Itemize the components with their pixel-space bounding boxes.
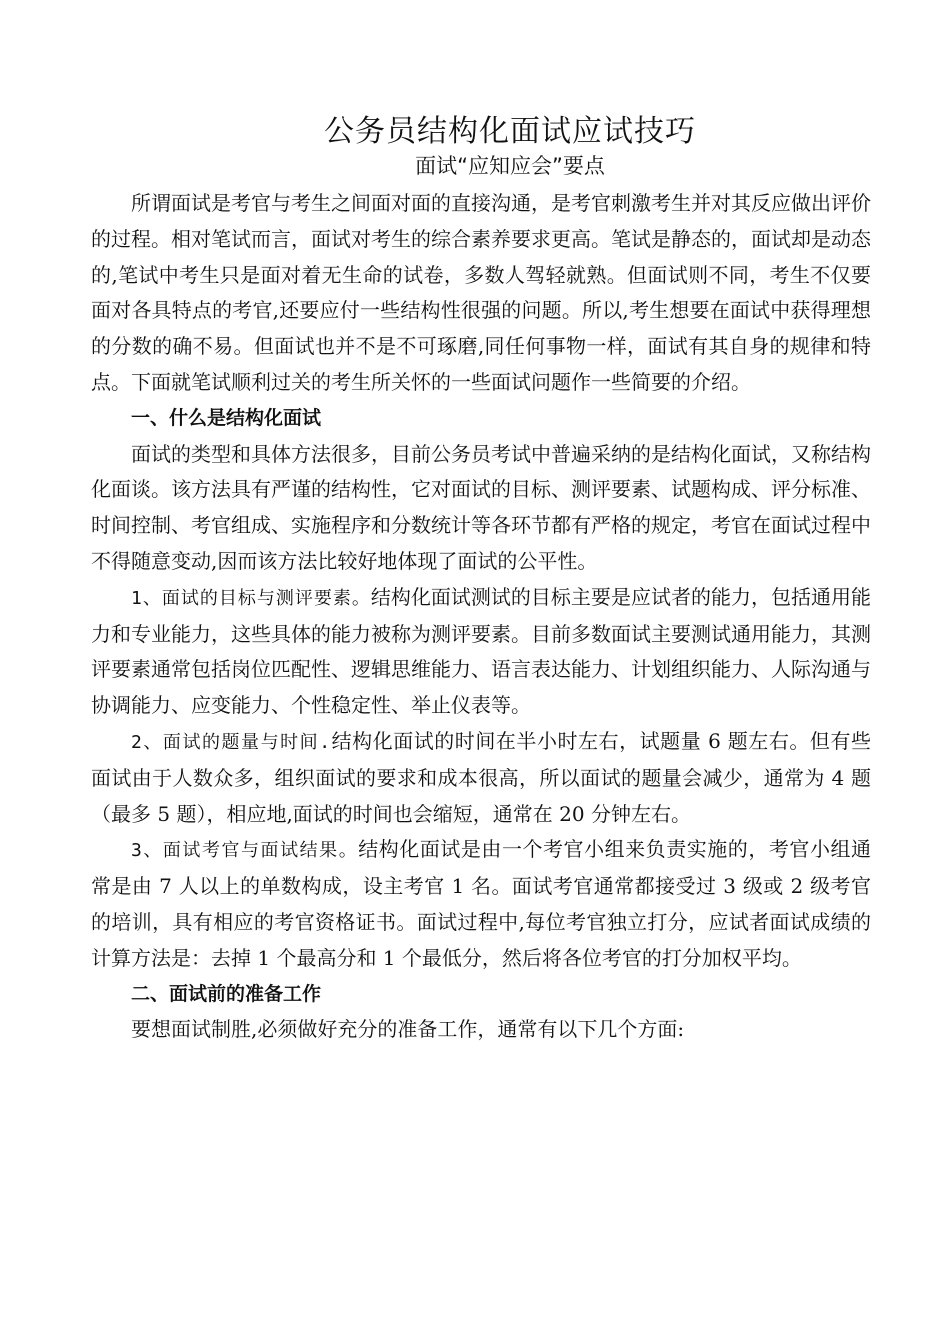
document-subtitle: 面试“应知应会”要点 <box>415 154 605 178</box>
item-3-body: 结构化面试是由一个考官小组来负责实施的，考官小组通常是由 7 人以上的单数构成，设主考官 1 名。面试考官通常都接受过 3 级或 2 级考官的培训，具有相应的考官资格证书。面试过程中,每位考官独立打分，应试者面试成绩的计算方法是：去掉 1 个最高分和 1 个最低分，然后将各位考官的打分加权平均。 <box>91 837 872 970</box>
item-2-lead: 2、面试的题量与时间. <box>131 731 332 753</box>
item-1-body: 结构化面试测试的目标主要是应试者的能力，包括通用能力和专业能力，这些具体的能力被称为测评要素。目前多数面试主要测试通用能力，其测评要素通常包括岗位匹配性、逻辑思维能力、语言表达能力、计划组织能力、人际沟通与协调能力、应变能力、个性稳定性、举止仪表等。 <box>91 584 871 718</box>
section-1-paragraph: 面试的类型和具体方法很多，目前公务员考试中普遍采纳的是结构化面试，又称结构化面谈。该方法具有严谨的结构性，它对面试的目标、测评要素、试题构成、评分标准、时间控制、考官组成、实施程序和分数统计等各环节都有严格的规定，考官在面试过程中不得随意变动,因而该方法比较好地体现了面试的公平性。 <box>91 441 871 573</box>
item-1-lead: 1、面试的目标与测评要素。 <box>131 587 371 609</box>
item-2-paragraph <box>91 724 871 832</box>
section-heading-1: 一、什么是结构化面试 <box>131 406 322 429</box>
item-1-paragraph <box>91 580 871 724</box>
item-2-body: 结构化面试的时间在半小时左右，试题量 6 题左右。但有些面试由于人数众多，组织面试的要求和成本很高，所以面试的题量会减少，通常为 4 题（最多 5 题），相应地,面试的时间也会缩短，通常在 20 分钟左右。 <box>91 728 871 826</box>
item-3-lead: 3、面试考官与面试结果。 <box>131 840 359 862</box>
section-2-paragraph: 要想面试制胜,必须做好充分的准备工作，通常有以下几个方面: <box>131 1017 685 1042</box>
document-body <box>91 186 871 1048</box>
intro-paragraph: 所谓面试是考官与考生之间面对面的直接沟通，是考官刺激考生并对其反应做出评价的过程。相对笔试而言，面试对考生的综合素养要求更高。笔试是静态的，面试却是动态的,笔试中考生只是面对着无生命的试卷，多数人驾轻就熟。但面试则不同，考生不仅要面对各具特点的考官,还要应付一些结构性很强的问题。所以,考生想要在面试中获得理想的分数的确不易。但面试也并不是不可琢磨,同任何事物一样，面试有其自身的规律和特点。下面就笔试顺利过关的考生所关怀的一些面试问题作一些简要的介绍。 <box>91 191 871 394</box>
document-title: 公务员结构化面试应试技巧 <box>324 114 696 149</box>
section-heading-2: 二、面试前的准备工作 <box>131 982 322 1005</box>
item-3-paragraph <box>91 832 871 976</box>
